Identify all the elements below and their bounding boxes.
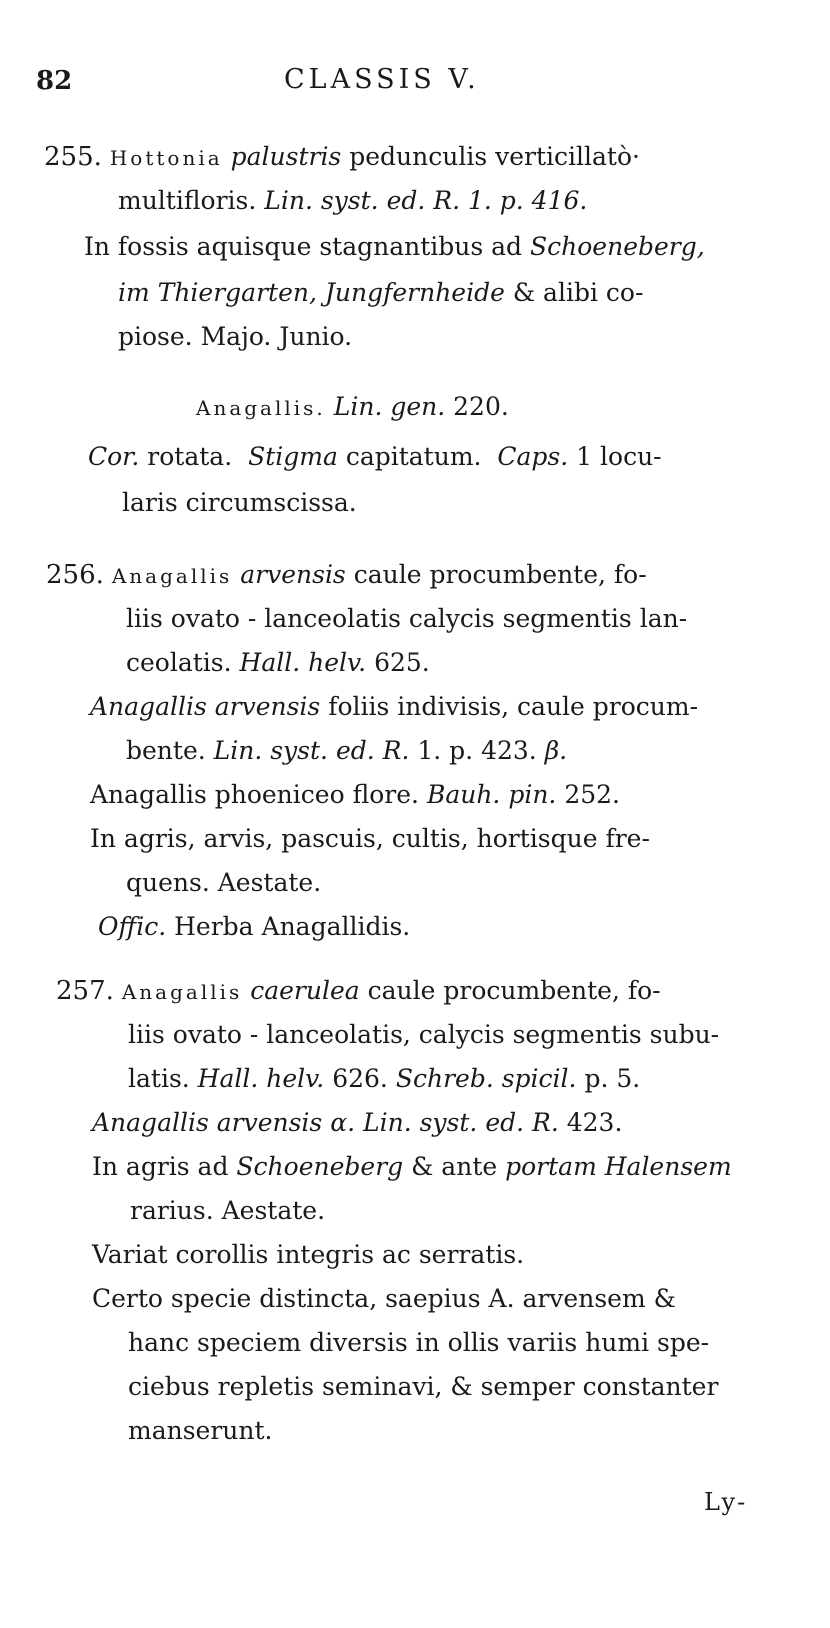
habitat-text: & alibi co-	[512, 278, 644, 307]
genus-character-line-1	[88, 442, 662, 472]
entry-255-habitat-3	[118, 322, 352, 352]
term: Caps.	[497, 442, 569, 471]
entry-256-officinal	[98, 912, 410, 942]
literature-reference-number: 625.	[374, 648, 430, 677]
species-name: caerulea	[250, 976, 360, 1005]
note-text: manserunt.	[128, 1416, 273, 1445]
entry-256-habitat-2	[126, 868, 321, 898]
literature-reference: Schreb. spicil.	[395, 1064, 577, 1093]
description-text: pedunculis verticillatò·	[349, 142, 640, 171]
synonym-name: Anagallis arvensis	[90, 692, 321, 721]
entry-257-note-3	[128, 1328, 709, 1358]
entry-number: 255.	[44, 142, 102, 172]
literature-reference-number: 1. p. 423.	[417, 736, 537, 765]
description-text: caule procumbente, fo-	[353, 560, 647, 589]
catchword: Ly-	[704, 1488, 748, 1516]
entry-number: 256.	[46, 560, 104, 590]
term: Stigma	[248, 442, 338, 471]
habitat-text: In agris ad	[92, 1152, 229, 1181]
synonym-name: Anagallis arvensis α.	[92, 1108, 356, 1137]
place-name: portam Halensem	[505, 1152, 732, 1181]
habitat-text: In agris, arvis, pascuis, cultis, hortisque fre-	[90, 824, 650, 853]
entry-257-line-3	[128, 1064, 640, 1094]
synonym-text: foliis indivisis, caule procum-	[328, 692, 699, 721]
entry-256-synonym-3	[90, 780, 620, 810]
place-name: Jungfernheide	[324, 278, 505, 307]
habitat-text: rarius. Aestate.	[130, 1196, 326, 1225]
entry-257-note-5	[128, 1416, 272, 1446]
entry-256-line-3	[126, 648, 430, 678]
synonym-text: bente.	[126, 736, 206, 765]
character-text: rotata.	[147, 442, 233, 471]
place-name: Schoeneberg	[236, 1152, 404, 1181]
term: Offic.	[98, 912, 167, 941]
literature-reference: Bauh. pin.	[426, 780, 557, 809]
place-name: im Thiergarten,	[118, 278, 317, 307]
variety-marker: β.	[544, 736, 568, 765]
genus-character-line-2	[122, 488, 357, 518]
note-text: ciebus repletis seminavi, & semper constanter	[128, 1372, 719, 1401]
entry-256-line-1	[46, 560, 647, 591]
literature-reference-number: 626.	[332, 1064, 388, 1093]
literature-reference: Lin. gen.	[333, 392, 446, 421]
literature-reference: Hall. helv.	[239, 648, 367, 677]
entry-257-note-1	[92, 1240, 524, 1270]
description-text: ceolatis.	[126, 648, 232, 677]
habitat-text: quens. Aestate.	[126, 868, 322, 897]
entry-255-line-2	[118, 186, 587, 216]
description-text: liis ovato - lanceolatis calycis segmentis lan-	[126, 604, 688, 633]
entry-256-habitat-1	[90, 824, 650, 854]
entry-257-habitat-2	[130, 1196, 325, 1226]
note-text: Variat corollis integris ac serratis.	[92, 1240, 525, 1269]
entry-257-synonym-1	[92, 1108, 622, 1138]
term: Cor.	[88, 442, 140, 471]
entry-255-habitat-2	[118, 278, 643, 308]
place-name: Schoeneberg,	[530, 232, 705, 261]
genus-name: Hottonia	[109, 146, 223, 170]
entry-256-synonym-1	[90, 692, 698, 722]
habitat-text: In fossis aquisque stagnantibus ad	[84, 232, 523, 261]
synonym-text: Anagallis phoeniceo flore.	[90, 780, 419, 809]
description-text: latis.	[128, 1064, 190, 1093]
entry-257-note-4	[128, 1372, 718, 1402]
entry-number: 257.	[56, 976, 114, 1006]
literature-reference: Hall. helv.	[197, 1064, 325, 1093]
character-text: capitatum.	[345, 442, 482, 471]
literature-reference-number: 423.	[566, 1108, 623, 1137]
literature-reference: Lin. syst. ed. R. 1. p. 416.	[264, 186, 588, 215]
entry-255-habitat-1	[84, 232, 705, 262]
note-text: hanc speciem diversis in ollis variis humi spe-	[128, 1328, 710, 1357]
species-name: palustris	[230, 142, 342, 171]
entry-257-habitat-1	[92, 1152, 732, 1182]
page-number: 82	[36, 66, 73, 96]
entry-256-line-2	[126, 604, 687, 634]
entry-255-line-1	[44, 142, 640, 173]
description-text: liis ovato - lanceolatis, calycis segmentis subu-	[128, 1020, 720, 1049]
entry-257-note-2	[92, 1284, 676, 1314]
note-text: Certo specie distincta, saepius A. arvensem &	[92, 1284, 676, 1313]
genus-name: Anagallis	[111, 564, 233, 588]
species-name: arvensis	[240, 560, 346, 589]
literature-reference-number: 252.	[564, 780, 620, 809]
literature-reference: Lin. syst. ed. R.	[363, 1108, 559, 1137]
genus-name: Anagallis	[121, 980, 243, 1004]
character-text: laris circumscissa.	[122, 488, 357, 517]
habitat-text: & ante	[411, 1152, 498, 1181]
entry-257-line-2	[128, 1020, 719, 1050]
entry-257-line-1	[56, 976, 661, 1007]
description-text: multifloris.	[118, 186, 257, 215]
literature-reference-number: p. 5.	[584, 1064, 641, 1093]
description-text: caule procumbente, fo-	[367, 976, 661, 1005]
genus-name: Anagallis.	[196, 396, 326, 420]
character-text: 1 locu-	[576, 442, 662, 471]
literature-reference: Lin. syst. ed. R.	[213, 736, 410, 765]
entry-256-synonym-2	[126, 736, 567, 766]
running-head: CLASSIS V.	[284, 64, 480, 95]
literature-reference-number: 220.	[453, 392, 509, 421]
habitat-text: piose. Majo. Junio.	[118, 322, 353, 351]
officinal-text: Herba Anagallidis.	[174, 912, 411, 941]
genus-heading	[196, 392, 509, 423]
